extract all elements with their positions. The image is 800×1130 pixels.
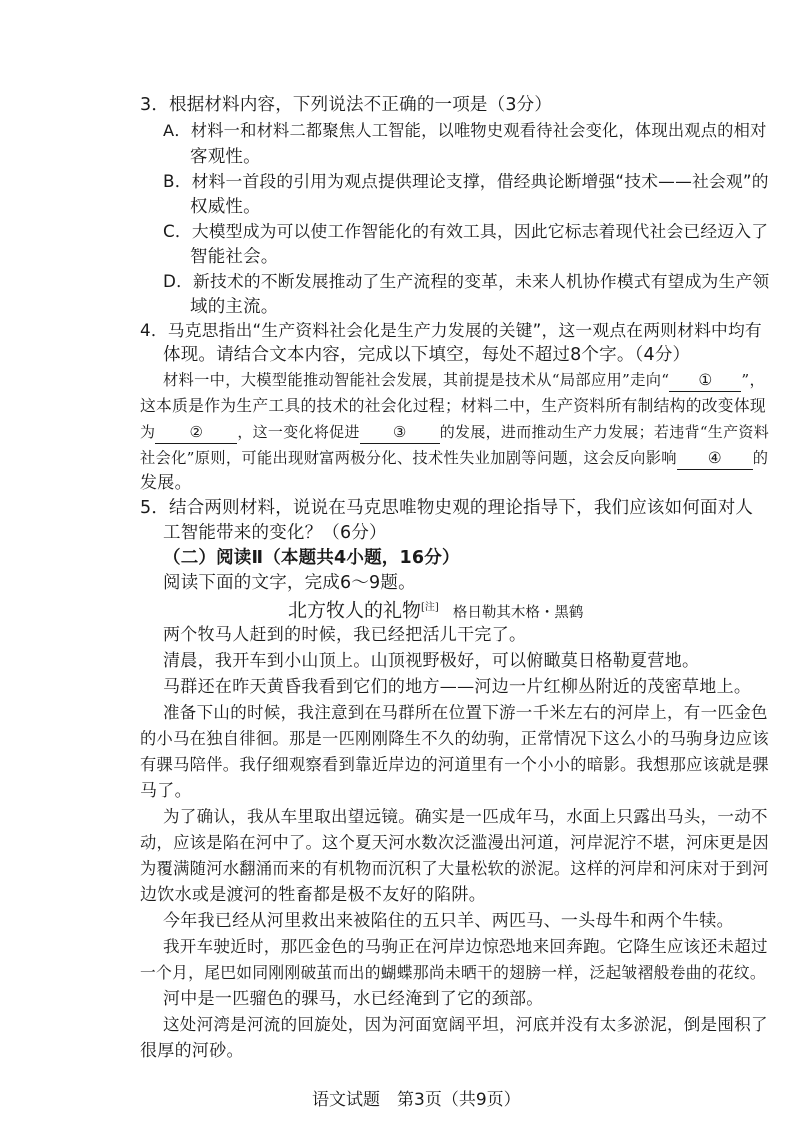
section-heading: （二）阅读Ⅱ（本题共4小题，16分） (163, 548, 460, 568)
blank-2[interactable]: ② (155, 421, 237, 444)
q5-stem-line2: 工智能带来的变化？（6分） (163, 523, 387, 543)
article-line: 一个月，尾巴如同刚刚破茧而出的蝴蝶那尚未晒干的翅膀一样，泛起皱褶般卷曲的花纹。 (140, 963, 766, 982)
article-line: 清晨，我开车到小山顶上。山顶视野极好，可以俯瞰莫日格勒夏营地。 (163, 651, 700, 671)
article-line: 为覆满随河水翻涌而来的有机物而沉积了大量松软的淤泥。这样的河岸和河床对于到河 (140, 859, 769, 878)
article-line: 动，应该是陷在河中了。这个夏天河水数次泛滥漫出河道，河岸泥泞不堪，河床更是因 (140, 833, 769, 852)
q3-option-d-line1: D．新技术的不断发展推动了生产流程的变革，未来人机协作模式有望成为生产领 (163, 271, 770, 291)
article-line: 河中是一匹骝色的骒马，水已经淹到了它的颈部。 (163, 989, 544, 1009)
q4-passage-line1 (163, 367, 765, 393)
article-footnote-mark: [注] (421, 602, 439, 613)
q3-option-a-line1: A．材料一和材料二都聚焦人工智能，以唯物史观看待社会变化，体现出观点的相对 (163, 121, 767, 140)
page-footer: 语文试题 第3页（共9页） (312, 1090, 521, 1110)
q4-passage-line5: 发展。 (140, 473, 192, 493)
article-line: 的小马在独自徘徊。那是一匹刚刚降生不久的幼驹，正常情况下这么小的马驹身边应该 (140, 729, 769, 748)
q4-stem-line2: 体现。请结合文本内容，完成以下填空，每处不超过8个字。（4分） (163, 345, 691, 365)
article-line: 我开车驶近时，那匹金色的马驹正在河岸边惊恐地来回奔跑。它降生应该还未超过 (163, 937, 768, 956)
q3-option-c-line1: C．大模型成为可以使工作智能化的有效工具，因此它标志着现代社会已经迈入了 (163, 221, 769, 241)
q3-option-d-line2: 域的主流。 (190, 297, 279, 317)
article-line: 今年我已经从河里救出来被陷住的五只羊、两匹马、一头母牛和两个牛犊。 (163, 911, 734, 931)
article-line: 准备下山的时候，我注意到在马群所在位置下游一千米左右的河岸上，有一匹金色 (163, 703, 768, 722)
q4-passage-text: 的发展，进而推动生产力发展；若违背“生产资料 (439, 423, 769, 441)
q3-option-c-line2: 智能社会。 (190, 247, 279, 267)
section-instruction: 阅读下面的文字，完成6～9题。 (163, 573, 416, 593)
blank-4[interactable]: ④ (677, 447, 753, 470)
article-line: 马了。 (140, 781, 192, 801)
blank-3[interactable]: ③ (360, 421, 440, 444)
q4-passage-text: 社会化”原则，可能出现财富两极分化、技术性失业加剧等问题，这会反向影响 (140, 449, 677, 467)
q4-stem-line1: 4．马克思指出“生产资料社会化是生产力发展的关键”，这一观点在两则材料中均有 (140, 320, 762, 340)
article-author: 格日勒其木格・黑鹤 (452, 604, 584, 621)
article-line: 这处河湾是河流的回旋处，因为河面宽阔平坦，河底并没有太多淤泥，倒是囤积了 (163, 1015, 768, 1034)
q3-option-b-line1: B．材料一首段的引用为观点提供理论支撑，借经典论断增强“技术——社会观”的 (163, 171, 769, 191)
article-line: 两个牧马人赶到的时候，我已经把活儿干完了。 (163, 625, 527, 645)
q5-stem-line1: 5．结合两则材料，说说在马克思唯物史观的理论指导下，我们应该如何面对人 (140, 498, 754, 518)
article-title: 北方牧人的礼物 (288, 599, 422, 622)
q3-option-b-line2: 权威性。 (190, 197, 261, 217)
article-line: 边饮水或是渡河的牲畜都是极不友好的陷阱。 (140, 885, 486, 905)
q3-option-a-line2: 客观性。 (190, 147, 261, 167)
article-line: 马群还在昨天黄昏我看到它们的地方——河边一片红柳丛附近的茂密草地上。 (163, 677, 752, 697)
article-line: 为了确认，我从车里取出望远镜。确实是一匹成年马，水面上只露出马头，一动不 (163, 807, 768, 826)
q4-passage-text: 材料一中，大模型能推动智能社会发展，其前提是技术从“局部应用”走向“ (163, 371, 670, 389)
q4-passage-line3 (140, 419, 769, 445)
q4-passage-text: 为 (140, 423, 156, 441)
q4-passage-text: ，这一变化将促进 (237, 423, 360, 441)
q4-passage-text: 的 (752, 449, 769, 467)
q4-passage-line4 (140, 445, 768, 471)
article-line: 有骒马陪伴。我仔细观察看到靠近岸边的河道里有一个小小的暗影。我想那应该就是骒 (140, 755, 769, 774)
article-line: 很厚的河砂。 (140, 1041, 244, 1061)
q4-passage-text: ”， (741, 371, 765, 389)
blank-1[interactable]: ① (669, 369, 741, 392)
q3-stem: 3．根据材料内容，下列说法不正确的一项是（3分） (140, 95, 553, 115)
q4-passage-line2: 这本质是作为生产工具的技术的社会化过程；材料二中，生产资料所有制结构的改变体现 (140, 396, 766, 415)
